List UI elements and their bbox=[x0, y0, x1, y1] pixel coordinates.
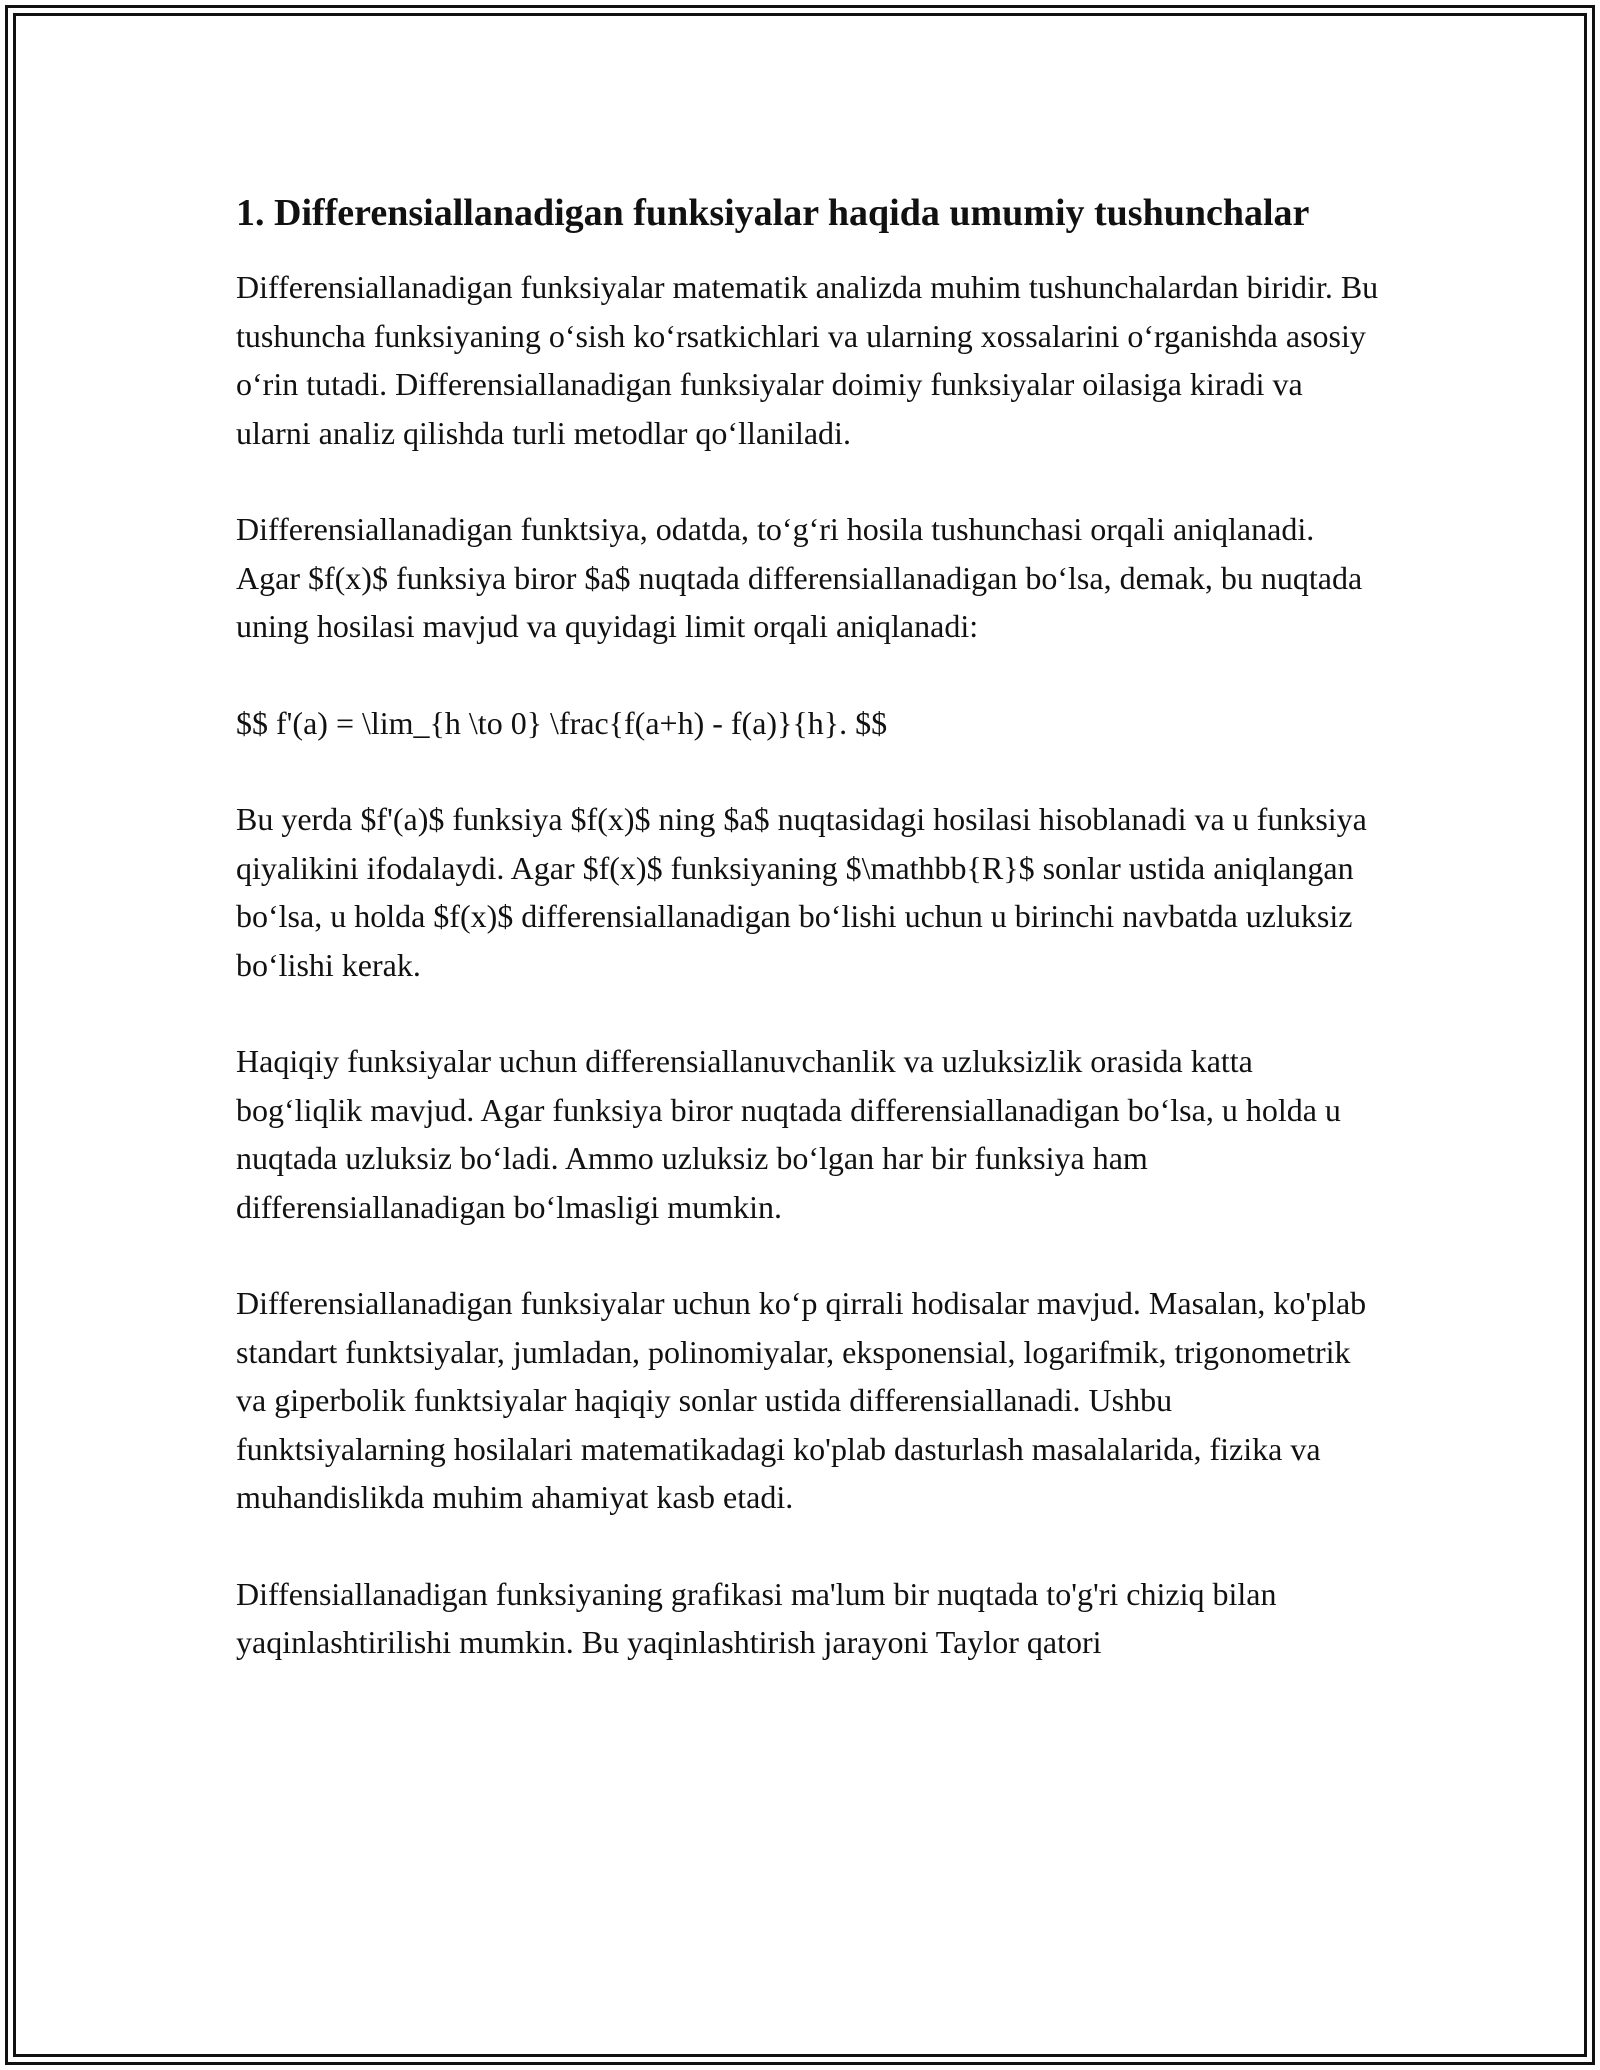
paragraph-graph-approximation: Diffensiallanadigan funksiyaning grafikasi ma'lum bir nuqtada to'g'ri chiziq bilan yaqinlashtirilishi mumkin. Bu yaqinlashtirish jarayoni Taylor qatori bbox=[236, 1575, 1277, 1660]
paragraph-continuity: Haqiqiy funksiyalar uchun differensiallanuvchanlik va uzluksizlik orasida katta bog‘liqlik mavjud. Agar funksiya biror nuqtada differensiallanadigan bo‘lsa, u holda u nuqtada uzluksiz bo‘ladi. Ammo uzluksiz bo‘lgan har bir funksiya ham differensiallanadigan bo‘lmasligi mumkin. bbox=[236, 1043, 1341, 1225]
paragraph-examples: Differensiallanadigan funksiyalar uchun ko‘p qirrali hodisalar mavjud. Masalan, ko'plab standart funktsiyalar, jumladan, polinomiyalar, eksponensial, logarifmik, trigonometrik va giperbolik funktsiyalar haqiqiy sonlar ustida differensiallanadi. Ushbu funktsiyalarning hosilalari matematikadagi ko'plab dasturlash masalalarida, fizika va muhandislikda muhim ahamiyat kasb etadi. bbox=[236, 1285, 1367, 1515]
paragraph-definition: Differensiallanadigan funktsiya, odatda, to‘g‘ri hosila tushunchasi orqali aniqlanadi. Agar $f(x)$ funksiya biror $a$ nuqtada differensiallanadigan bo‘lsa, demak, bu nuqtada uning hosilasi mavjud va quyidagi limit orqali aniqlanadi: bbox=[236, 511, 1363, 644]
paragraph-formula: $$ f'(a) = \lim_{h \to 0} \frac{f(a+h) - f(a)}{h}. $$ bbox=[236, 704, 888, 741]
section-heading: 1. Differensiallanadigan funksiyalar haqida umumiy tushunchalar bbox=[236, 192, 1310, 234]
paragraph-intro: Differensiallanadigan funksiyalar matematik analizda muhim tushunchalardan biridir. Bu tushuncha funksiyaning o‘sish ko‘rsatkichlari va ularning xossalarini o‘rganishda asosiy o‘rin tutadi. Differensiallanadigan funksiyalar doimiy funksiyalar oilasiga kiradi va ularni analiz qilishda turli metodlar qo‘llaniladi. bbox=[236, 269, 1379, 451]
paragraph-derivative-meaning: Bu yerda $f'(a)$ funksiya $f(x)$ ning $a$ nuqtasidagi hosilasi hisoblanadi va u funksiya qiyalikini ifodalaydi. Agar $f(x)$ funksiyaning $\mathbb{R}$ sonlar ustida aniqlangan bo‘lsa, u holda $f(x)$ differensiallanadigan bo‘lishi uchun u birinchi navbatda uzluksiz bo‘lishi kerak. bbox=[236, 801, 1367, 983]
document-body bbox=[236, 186, 1381, 1715]
